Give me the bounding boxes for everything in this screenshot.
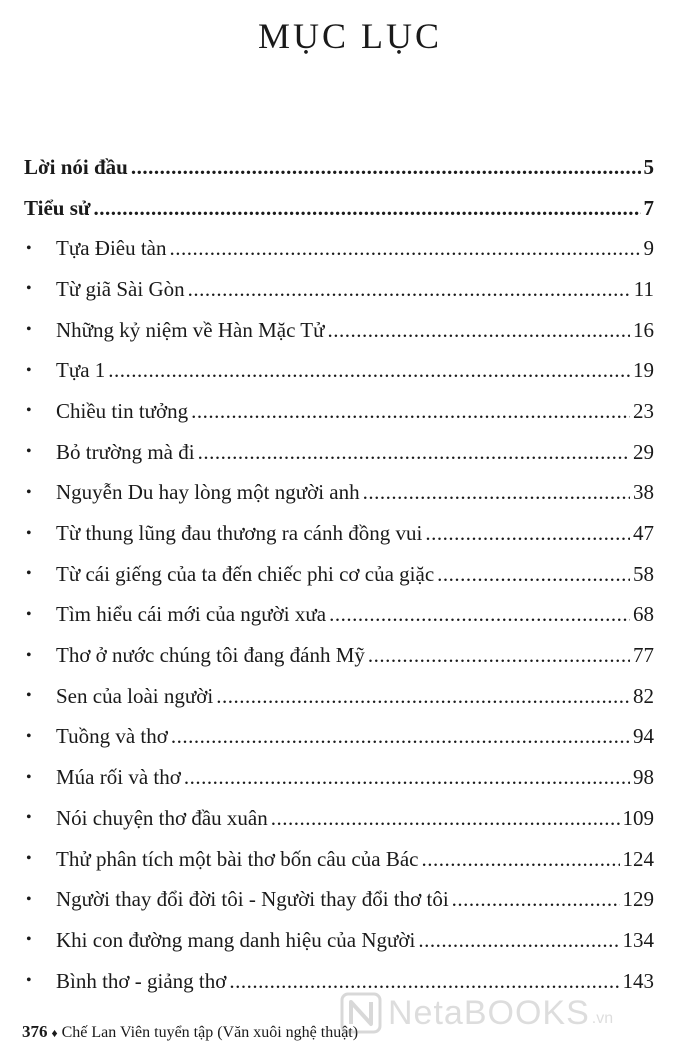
bullet-icon: • <box>26 524 32 542</box>
toc-entry-page: 94 <box>633 724 654 749</box>
toc-entry-title: Tựa Điêu tàn <box>56 236 167 261</box>
toc-entry <box>0 473 700 514</box>
toc-entry-line <box>56 847 654 872</box>
dot-leader <box>216 684 630 709</box>
toc-entry-title: Thơ ở nước chúng tôi đang đánh Mỹ <box>56 643 365 668</box>
toc-entry <box>0 228 700 269</box>
dot-leader <box>421 847 619 872</box>
toc-entry-title: Những kỷ niệm về Hàn Mặc Tử <box>56 317 325 342</box>
bullet-icon: • <box>26 361 32 379</box>
page-footer <box>22 1022 358 1042</box>
toc-entry <box>0 391 700 432</box>
dot-leader <box>191 399 630 424</box>
toc-entry-title: Tìm hiểu cái mới của người xưa <box>56 602 327 627</box>
page-title: MỤC LỤC <box>257 16 443 56</box>
toc-entry-title: Người thay đổi đời tôi - Người thay đổi thơ tôi <box>56 887 449 912</box>
toc-entry-title: Tiểu sử <box>24 195 91 220</box>
toc-entry-page: 124 <box>622 846 654 871</box>
toc-entry <box>0 595 700 636</box>
dot-leader <box>452 887 620 912</box>
toc-entry-line <box>56 684 654 709</box>
toc-entry-page: 7 <box>643 195 654 220</box>
dot-leader <box>425 521 630 546</box>
bullet-icon: • <box>26 565 32 583</box>
bullet-icon: • <box>26 972 32 990</box>
bullet-icon: • <box>26 239 32 257</box>
toc-entry-line <box>24 196 654 221</box>
toc-entry-title: Tuồng và thơ <box>56 724 168 749</box>
toc-entry-title: Từ giã Sài Gòn <box>56 276 185 301</box>
toc-entry-page: 68 <box>633 602 654 627</box>
dot-leader <box>363 480 630 505</box>
dot-leader <box>418 928 619 953</box>
bullet-icon: • <box>26 443 32 461</box>
toc-entry-page: 5 <box>643 154 654 179</box>
toc-entry-line <box>56 440 654 465</box>
toc-entry-page: 38 <box>633 480 654 505</box>
toc-entry <box>0 188 700 229</box>
bullet-icon: • <box>26 809 32 827</box>
toc-entry <box>0 757 700 798</box>
dot-leader <box>171 724 630 749</box>
bullet-icon: • <box>26 483 32 501</box>
toc-entry-line <box>56 318 654 343</box>
toc-entry-title: Bình thơ - giảng thơ <box>56 968 227 993</box>
toc-entry-line <box>56 521 654 546</box>
toc-entry-page: 58 <box>633 561 654 586</box>
footer-page-number: 376 <box>22 1022 48 1041</box>
toc-entry-line <box>56 724 654 749</box>
dot-leader <box>131 155 641 180</box>
toc-entry-title: Từ thung lũng đau thương ra cánh đồng vui <box>56 521 423 546</box>
toc-entry-page: 134 <box>622 927 654 952</box>
toc-entry-title: Tựa 1 <box>56 358 106 383</box>
bullet-icon: • <box>26 646 32 664</box>
toc-entry-page: 16 <box>633 317 654 342</box>
toc-entry-line <box>56 358 654 383</box>
bullet-icon: • <box>26 402 32 420</box>
table-of-contents <box>0 147 700 1001</box>
toc-entry-page: 9 <box>643 236 654 261</box>
watermark-brand: NetaBOOKS <box>388 993 590 1032</box>
toc-entry-page: 77 <box>633 643 654 668</box>
toc-entry-line <box>56 887 654 912</box>
toc-entry-page: 143 <box>622 968 654 993</box>
bullet-icon: • <box>26 931 32 949</box>
toc-entry-line <box>56 602 654 627</box>
toc-entry-title: Múa rối và thơ <box>56 765 181 790</box>
toc-entry-line <box>56 643 654 668</box>
toc-entry-line <box>56 236 654 261</box>
toc-entry <box>0 717 700 758</box>
toc-entry-page: 19 <box>633 358 654 383</box>
toc-entry-title: Thử phân tích một bài thơ bốn câu của Bác <box>56 846 419 871</box>
toc-entry-page: 82 <box>633 683 654 708</box>
bullet-icon: • <box>26 687 32 705</box>
toc-entry-page: 23 <box>633 398 654 423</box>
neta-logo-icon <box>340 992 382 1034</box>
dot-leader <box>437 562 630 587</box>
toc-entry-page: 129 <box>622 887 654 912</box>
dot-leader <box>170 236 641 261</box>
toc-entry <box>0 432 700 473</box>
bullet-icon: • <box>26 850 32 868</box>
toc-entry-line <box>56 765 654 790</box>
toc-entry-page: 11 <box>633 276 654 301</box>
toc-entry-line <box>56 399 654 424</box>
toc-entry-title: Lời nói đầu <box>24 154 128 179</box>
toc-entry-line <box>56 562 654 587</box>
toc-entry <box>0 839 700 880</box>
toc-entry-title: Sen của loài người <box>56 683 214 708</box>
toc-entry <box>0 269 700 310</box>
footer-book-title: Chế Lan Viên tuyển tập (Văn xuôi nghệ thuật) <box>61 1024 359 1041</box>
toc-entry-page: 109 <box>622 805 654 830</box>
watermark-suffix: .vn <box>591 1010 614 1027</box>
bullet-icon: • <box>26 890 32 908</box>
toc-entry-title: Từ cái giếng của ta đến chiếc phi cơ của giặc <box>56 561 435 586</box>
toc-entry <box>0 798 700 839</box>
toc-entry <box>0 635 700 676</box>
dot-leader <box>328 318 631 343</box>
toc-entry-page: 98 <box>633 765 654 790</box>
bullet-icon: • <box>26 605 32 623</box>
toc-entry-page: 29 <box>633 439 654 464</box>
dot-leader <box>329 602 630 627</box>
toc-entry <box>0 554 700 595</box>
dot-leader <box>198 440 630 465</box>
toc-entry-line <box>56 928 654 953</box>
toc-entry-title: Nói chuyện thơ đầu xuân <box>56 805 268 830</box>
toc-entry <box>0 310 700 351</box>
toc-entry <box>0 513 700 554</box>
dot-leader <box>108 358 630 383</box>
toc-entry <box>0 920 700 961</box>
dot-leader <box>271 806 620 831</box>
toc-entry <box>0 147 700 188</box>
diamond-separator-icon: ♦ <box>51 1026 58 1040</box>
toc-entry-page: 47 <box>633 521 654 546</box>
bullet-icon: • <box>26 768 32 786</box>
toc-entry-line <box>56 480 654 505</box>
bullet-icon: • <box>26 280 32 298</box>
dot-leader <box>368 643 630 668</box>
dot-leader <box>94 196 641 221</box>
toc-entry-title: Chiều tin tưởng <box>56 398 189 423</box>
toc-entry-title: Bỏ trường mà đi <box>56 439 195 464</box>
dot-leader <box>188 277 631 302</box>
bullet-icon: • <box>26 727 32 745</box>
toc-entry-line <box>56 806 654 831</box>
toc-entry <box>0 350 700 391</box>
toc-entry-line <box>56 277 654 302</box>
bullet-icon: • <box>26 321 32 339</box>
watermark <box>340 988 680 1038</box>
toc-entry-title: Nguyễn Du hay lòng một người anh <box>56 480 360 505</box>
toc-entry-title: Khi con đường mang danh hiệu của Người <box>56 927 416 952</box>
dot-leader <box>184 765 630 790</box>
toc-entry-line <box>24 155 654 180</box>
toc-entry <box>0 676 700 717</box>
toc-entry <box>0 879 700 920</box>
